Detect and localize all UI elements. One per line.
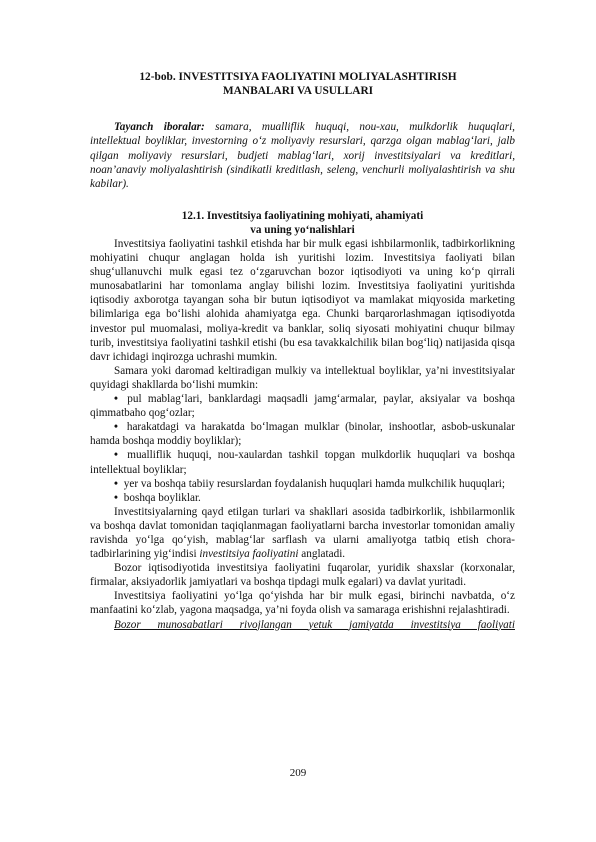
chapter-title-line-1: 12-bob. INVESTITSIYA FAOLIYATINI MOLIYALASHTIRISH — [139, 71, 457, 83]
bullet-item-text: pul mablag‘lari, banklardagi maqsadli jamg‘armalar, paylar, aksiyalar va boshqa qimmatbaho qog‘ozlar; — [90, 393, 516, 420]
paragraph-6: Bozor munosabatlari rivojlangan yetuk jamiyatda investitsiya faoliyati — [114, 618, 515, 631]
bullet-item-text: mualliflik huquqi, nou-xaulardan tashkil topgan mulkdorlik huquqlari va boshqa intellektual boyliklar; — [90, 449, 515, 476]
section-title-line-1: 12.1. Investitsiya faoliyatining mohiyati, ahamiyati — [181, 210, 424, 222]
keywords-label: Tayanch iboralar: — [114, 121, 205, 133]
bullet-item-2 — [90, 420, 515, 448]
paragraph-2: Samara yoki daromad keltiradigan mulkiy va intellektual boyliklar, ya’ni investitsiyalar quyidagi shakllarda bo‘lishi mumkin: — [90, 364, 515, 391]
paragraph-5: Investitsiya faoliyatini yo‘lga qo‘yishda har bir mulk egasi, birinchi navbatda, o‘z manfaatini ko‘zlab, yagona maqsadga, ya’ni foyda olish va samaraga erishishni rejalashtiradi. — [90, 590, 515, 617]
paragraph-3 — [90, 505, 515, 561]
keywords-text: samara, mualliflik huquqi, nou-xau, mulkdorlik huquqlari, intellektual boyliklar, investorning o‘z moliyaviy resurslari, qarzga olgan mablag‘lari, jalb qilgan moliyaviy resurslari, budjeti mablag‘lari, xorij investitsiyalari va kreditlari, noan’anaviy moliyalashtirish (sindikatli kreditlash, seleng, venchurli moliyalashtirish va shu kabilar). — [90, 121, 515, 191]
bullet-icon: • — [114, 421, 118, 434]
bullet-icon: • — [114, 491, 118, 504]
chapter-title — [90, 70, 506, 98]
bullet-item-1 — [90, 392, 515, 420]
paragraph-4: Bozor iqtisodiyotida investitsiya faoliyatini fuqarolar, yuridik shaxslar (korxonalar, firmalar, aksiyadorlik jamiyatlari va boshqa tipdagi mulk egalari) va davlat yuritadi. — [90, 562, 515, 589]
bullet-item-text: yer va boshqa tabiiy resurslardan foydalanish huquqlari hamda mulkchilik huquqlari; — [123, 477, 506, 490]
bullet-item-3 — [90, 448, 515, 476]
paragraph-3-end: anglatadi. — [298, 548, 346, 561]
section-title — [90, 210, 515, 237]
page-number: 209 — [289, 767, 307, 779]
paragraph-3-start: Investitsiyalarning qayd etilgan turlari va shakllari asosida tadbirkorlik, ishbilarmonlik va boshqa davlat tomonidan taqiqlanmagan faoliyatlarni barcha investorlar tomonidan amaliy ravishda yo‘lga qo‘yish, mablag‘lar sarflash va ularni amaliyotga tatbiq etish chora-tadbirlarining yig‘indisi — [90, 505, 515, 561]
bullet-icon: • — [114, 477, 118, 490]
keywords-paragraph — [90, 120, 515, 191]
bullet-item-5 — [90, 491, 515, 505]
section-title-line-2: va uning yo‘nalishlari — [250, 223, 355, 236]
bullet-item-text: harakatdagi va harakatda bo‘lmagan mulklar (binolar, inshootlar, asbob-uskunalar hamda boshqa moddiy boyliklar); — [90, 421, 516, 448]
paragraph-1: Investitsiya faoliyatini tashkil etishda har bir mulk egasi ishbilarmonlik, tadbirkorlikning mohiyatini chuqur anglagan holda ish yuritishi lozim. Investitsiya faoliyati bilan shug‘ullanuvchi mulk egasi tez o‘zgaruvchan bozor iqtisodiyoti va uning ko‘p qirrali munosabatlarini har tomonlama anglay bilishi lozim. Investitsiya faoliyatini yuritishda iqtisodiy axborotga tayangan soha bir butun iqtisodiyot va mamlakat miqyosida marketing bilimlariga ega bo‘lishi alohida ahamiyatga ega. Chunki barqarorlashmagan iqtisodiyotda investor pul muomalasi, moliya-kredit va banklar, soliq siyosati mohiyatini chuqur bilmay turib, investitsiya faoliyatini tashkil etishi (bu esa tavakkalchilik bilan bog‘liq) natijasida qisqa davr ichidagi inqirozga uchrashi mumkin. — [90, 238, 515, 363]
bullet-icon: • — [114, 449, 118, 462]
bullet-icon: • — [114, 393, 118, 406]
body-text — [90, 237, 515, 632]
paragraph-3-emphasis: investitsiya faoliyatini — [199, 548, 299, 561]
chapter-title-line-2: MANBALARI VA USULLARI — [222, 85, 374, 97]
bullet-item-4 — [90, 477, 515, 491]
bullet-item-text: boshqa boyliklar. — [123, 491, 201, 504]
